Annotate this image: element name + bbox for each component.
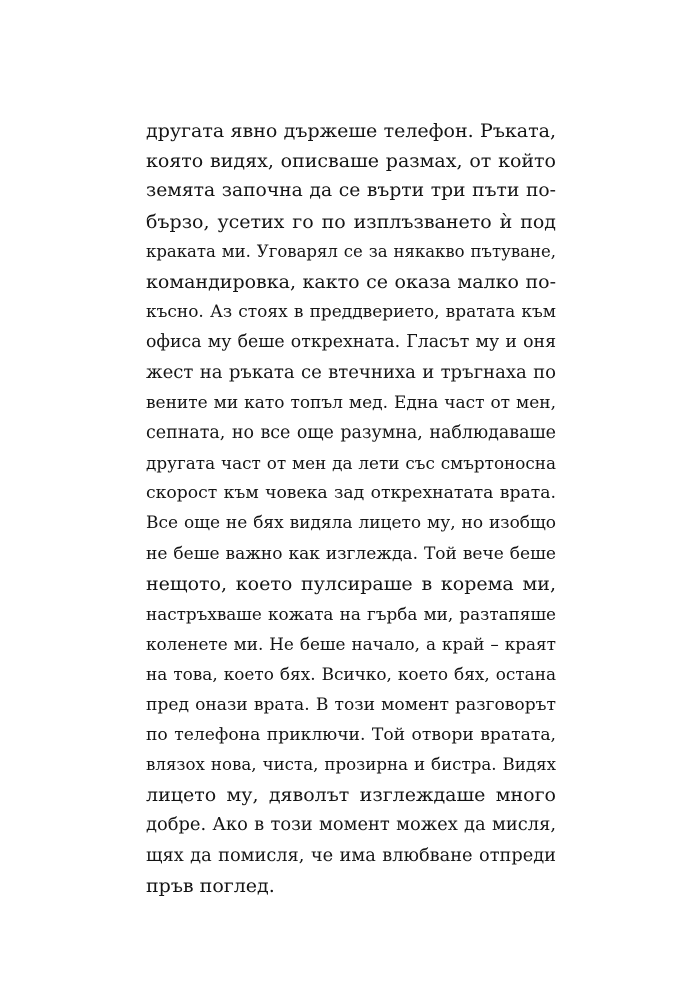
text-line-3: земята започна да се върти три пъти по- [146,180,556,202]
text-line-14: Все още не бях видяла лицето му, но изобщо [146,513,556,534]
text-line-20: пред онази врата. В този момент разговорът [146,694,556,715]
text-line-16: нещото, което пулсираше в корема ми, [146,572,556,595]
text-line-23: лицето му, дяволът изглеждаше много [146,784,556,807]
text-line-9: жест на ръката се втечниха и тръгнаха по [146,361,556,383]
text-line-13: скорост към човека зад открехнатата врата. [146,483,556,504]
text-line-25: щях да помисля, че има влюбване отпреди [146,845,556,866]
text-line-19: на това, което бях. Всичко, което бях, остана [146,664,556,685]
text-line-7: късно. Аз стоях в преддверието, вратата към [146,302,556,323]
text-line-18: коленете ми. Не беше начало, а край – краят [146,634,556,655]
text-line-1: другата явно държеше телефон. Ръката, [146,120,556,142]
text-line-22: влязох нова, чиста, прозирна и бистра. Видях [146,754,556,774]
body-paragraph [146,116,556,901]
text-line-10: вените ми като топъл мед. Една част от мен, [146,392,556,413]
text-line-17: настръхваше кожата на гърба ми, разтапяше [146,604,556,624]
text-line-21: по телефона приключи. Той отвори вратата, [146,724,556,745]
text-line-5: краката ми. Уговарял се за някакво пътуване, [146,241,556,261]
text-line-6: командировка, както се оказа малко по- [146,270,556,293]
text-line-11: сепната, но все още разумна, наблюдаваше [146,422,556,443]
text-line-2: която видях, описваше размах, от който [146,150,556,173]
text-line-12: другата част от мен да лети със смъртоносна [146,453,556,474]
text-line-8: офиса му беше открехната. Гласът му и оня [146,332,556,353]
text-line-26: пръв поглед. [146,874,275,897]
text-line-15: не беше важно как изглежда. Той вече беше [146,543,556,564]
text-line-24: добре. Ако в този момент можех да мисля, [146,814,556,836]
text-line-4: бързо, усетих го по изплъзването ѝ под [146,210,556,233]
